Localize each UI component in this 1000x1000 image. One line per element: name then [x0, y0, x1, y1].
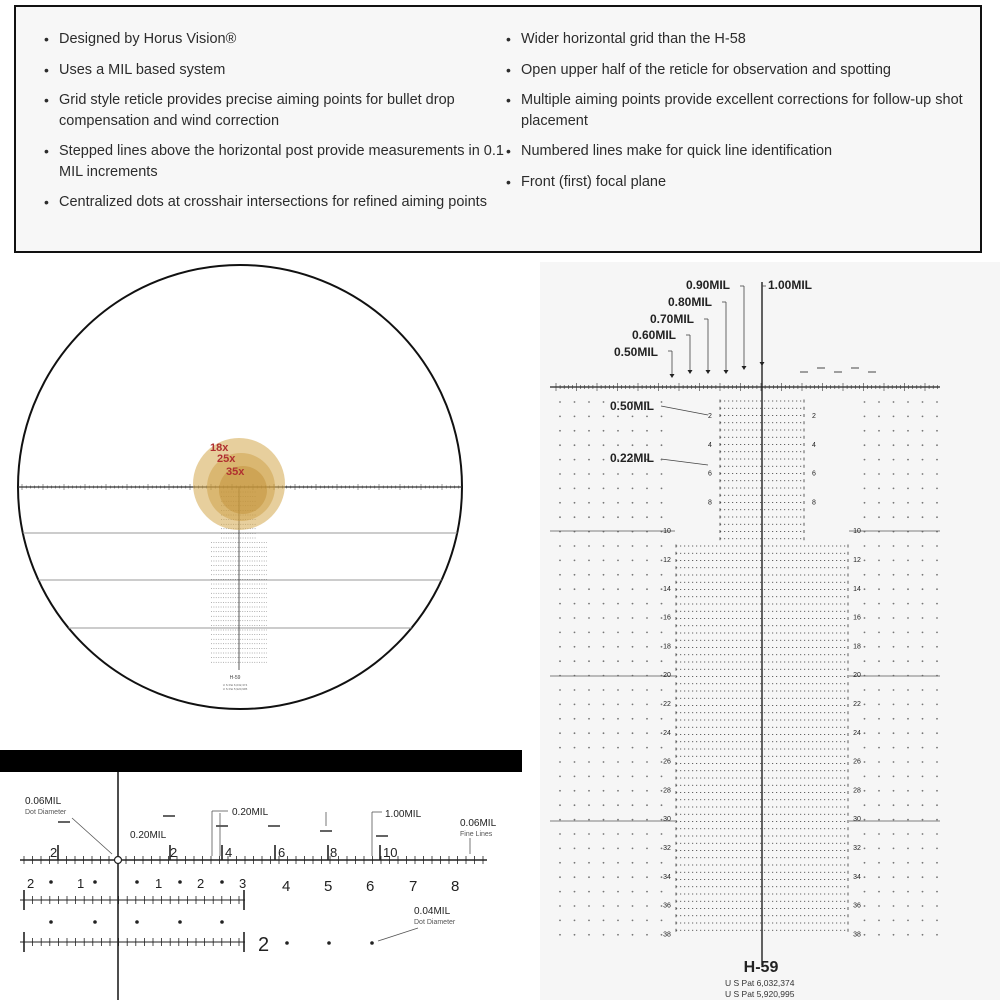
lower-scale-number: 5 [324, 878, 333, 895]
feature-item: • Designed by Horus Vision® [44, 29, 506, 50]
upper-scale-number: 2 [50, 845, 58, 860]
row-number-right: 32 [853, 845, 861, 852]
lower-scale-number: 8 [451, 878, 460, 895]
step-label-050: 0.50MIL [614, 345, 659, 359]
row-number-left: 18 [663, 643, 671, 651]
scope-view-panel [0, 258, 520, 746]
feature-list-left [44, 29, 506, 223]
row-number-left: 2 [708, 413, 712, 420]
row-number-right: 26 [853, 758, 861, 766]
spacing-label-022: 0.22MIL [610, 451, 655, 465]
detail-top-bar [0, 750, 522, 772]
row-number-right: 38 [853, 931, 861, 939]
spacing-label-020: 0.20MIL [130, 830, 167, 841]
dot-diameter-label: 0.06MIL [25, 796, 62, 807]
feature-item: • Open upper half of the reticle for observation and spotting [506, 60, 966, 81]
center-dot [115, 857, 122, 864]
row-number-left: 38 [663, 931, 671, 939]
row-number-right: 36 [853, 902, 861, 910]
magnification-label-35x: 35x [226, 466, 245, 478]
step-label-070: 0.70MIL [650, 312, 695, 326]
row-number-right: 34 [853, 873, 861, 881]
row-number-left: 16 [663, 614, 671, 622]
small-dot-sublabel: Dot Diameter [414, 919, 456, 926]
lower-scale-number: 7 [409, 878, 418, 895]
lower-scale-number: 6 [366, 878, 375, 895]
row-number-right: 12 [853, 557, 861, 564]
row-number-right: 2 [812, 413, 816, 420]
step-label-060: 0.60MIL [632, 328, 677, 342]
dot-diameter-sublabel: Dot Diameter [25, 809, 67, 816]
reticle-name: H-59 [743, 959, 779, 976]
feature-item: • Centralized dots at crosshair intersections for refined aiming points [44, 192, 506, 213]
scope-reticle-name: H-59 [229, 675, 241, 681]
upper-scale-number: 2 [170, 845, 178, 860]
patent-line: U S Pat 5,920,995 [725, 989, 795, 999]
row-number-left: 22 [663, 701, 671, 708]
scope-patent-line: U S Pat 6,032,374 [222, 683, 248, 687]
row-number-left: 28 [663, 787, 671, 795]
lower-scale-number: 2 [27, 876, 35, 891]
feature-list-box [14, 5, 982, 253]
lower-scale-number: 1 [155, 876, 163, 891]
upper-scale-number: 10 [383, 845, 398, 860]
upper-scale-number: 8 [330, 845, 338, 860]
row-number-right: 6 [812, 470, 816, 478]
row-number-right: 16 [853, 614, 861, 622]
row-number-left: 6 [708, 470, 712, 478]
feature-item: • Wider horizontal grid than the H-58 [506, 29, 966, 50]
row-number-left: 30 [663, 816, 671, 824]
row-number-right: 20 [853, 672, 861, 680]
step-label-100: 1.00MIL [768, 278, 813, 292]
row-number-right: 8 [812, 499, 816, 507]
row-number-right: 10 [853, 528, 861, 536]
fine-lines-label: 0.06MIL [460, 818, 497, 829]
magnification-label-25x: 25x [217, 453, 236, 465]
row-number-left: 36 [663, 902, 671, 910]
fine-lines-sublabel: Fine Lines [460, 831, 493, 838]
feature-list-right [506, 29, 966, 202]
upper-scale-number: 4 [225, 845, 233, 860]
step-label-100: 1.00MIL [385, 809, 422, 820]
feature-item: • Multiple aiming points provide excellent corrections for follow-up shot placement [506, 90, 966, 131]
step-label-020: 0.20MIL [232, 807, 269, 818]
small-dot-label: 0.04MIL [414, 906, 451, 917]
row-number-right: 22 [853, 701, 861, 708]
spacing-label-050: 0.50MIL [610, 399, 655, 413]
row-number-left: 20 [663, 672, 671, 680]
row-number-left: 4 [708, 441, 712, 449]
reticle-diagram-panel [540, 262, 1000, 1000]
row-number-right: 28 [853, 787, 861, 795]
row-number-right: 24 [853, 729, 861, 737]
row-number-left: 34 [663, 873, 671, 881]
row-number-right: 14 [853, 585, 861, 593]
scope-patent-line: U S Pat 5,920,995 [222, 687, 248, 691]
patent-line: U S Pat 6,032,374 [725, 978, 795, 988]
row-number-left: 8 [708, 499, 712, 507]
lower-scale-number: 3 [239, 876, 247, 891]
upper-scale-number: 6 [278, 845, 286, 860]
step-label-090: 0.90MIL [686, 278, 731, 292]
feature-item: • Front (first) focal plane [506, 172, 966, 193]
detail-row-number: 2 [258, 934, 270, 956]
row-number-left: 26 [663, 758, 671, 766]
row-number-right: 30 [853, 816, 861, 824]
magnification-label-18x: 18x [210, 442, 229, 454]
lower-scale-number: 2 [197, 876, 205, 891]
feature-item: • Stepped lines above the horizontal post provide measurements in 0.1 MIL increments [44, 141, 506, 182]
reticle-detail-panel [0, 750, 522, 1000]
row-number-left: 10 [663, 528, 671, 536]
feature-item: • Grid style reticle provides precise aiming points for bullet drop compensation and wind correction [44, 90, 506, 131]
lower-scale-number: 4 [282, 878, 291, 895]
feature-item: • Uses a MIL based system [44, 60, 506, 81]
row-number-right: 4 [812, 441, 816, 449]
lower-scale-number: 1 [77, 876, 85, 891]
row-number-left: 24 [663, 729, 671, 737]
row-number-left: 32 [663, 845, 671, 852]
row-number-right: 18 [853, 643, 861, 651]
row-number-left: 12 [663, 557, 671, 564]
row-number-left: 14 [663, 585, 671, 593]
feature-item: • Numbered lines make for quick line identification [506, 141, 966, 162]
step-label-080: 0.80MIL [668, 295, 713, 309]
